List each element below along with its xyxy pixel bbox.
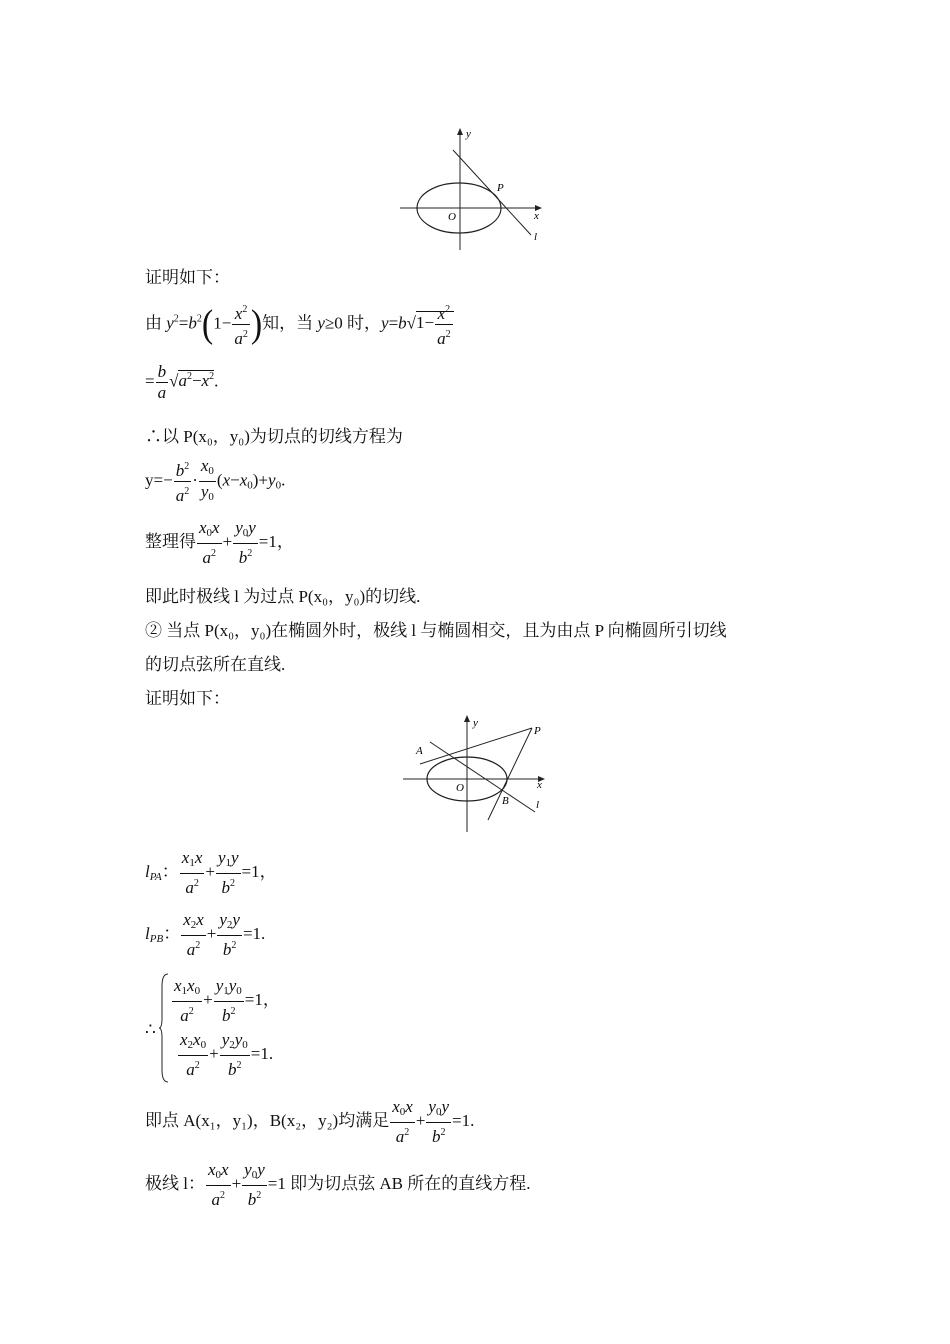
- equation-line-3: = $\frac{b}{a}$ $√a^2-x^2$.: [145, 362, 219, 402]
- l11-suffix: =1 即为切点弦 AB 所在的直线方程.: [267, 1173, 531, 1193]
- l6-prefix: 整理得: [145, 531, 196, 551]
- equation-line-6: 整理得 $\frac{x_0x}{a^2}$ + $\frac{y_0y}{b^2}$ =1，: [145, 518, 294, 567]
- left-brace: [159, 972, 169, 1084]
- equation-lpb: $l_{PB}$： $\frac{x_2x}{a^2}$ + $\frac{y_2y}{b^2}$ =1.: [145, 910, 266, 959]
- figure-chord-of-contact: [400, 712, 555, 837]
- label-l: l: [534, 231, 538, 243]
- sys1-suffix: =1，: [244, 989, 280, 1009]
- label-b: B: [502, 795, 509, 807]
- label-p: P: [534, 725, 541, 737]
- sys2-suffix: =1.: [250, 1043, 274, 1063]
- therefore-symbol: ∴: [145, 427, 162, 446]
- label-y: y: [473, 717, 478, 729]
- therefore-symbol-2: ∴: [145, 1020, 156, 1039]
- equation-line-5: y=− $\frac{b^2}{a^2}$ · $\frac{x_0}{y_0}$ $(x-x_0)+y_0$.: [145, 456, 286, 505]
- y-axis-arrow: [457, 128, 463, 135]
- text-line-8: ② 当点 P(x₀，y₀)在椭圆外时，极线 l 与椭圆相交，且为由点 P 向椭圆所引切线: [145, 621, 727, 640]
- system-eq-2: $\frac{x_2x_0}{a^2}$ + $\frac{y_2y_0}{b^2}$ =1.: [180, 1030, 274, 1079]
- lpb-suffix: =1.: [242, 923, 266, 943]
- equation-line-11: 极线 l： $\frac{x_0x}{a^2}$ + $\frac{y_0y}{b^2}$ =1 即为切点弦 AB 所在的直线方程.: [145, 1160, 531, 1209]
- l6-suffix: =1，: [258, 531, 294, 551]
- polar-line-l: [430, 742, 535, 812]
- tangent-line-l: [453, 150, 531, 235]
- label-o: O: [448, 211, 456, 223]
- label-x: x: [537, 779, 542, 791]
- l2-mid: 知，当: [262, 313, 318, 333]
- l10-suffix: =1.: [452, 1110, 475, 1130]
- l5-prefix: y=−: [145, 470, 173, 490]
- equation-line-2: 由 $y^2=b^2(1-$ $\frac{x^2}{a^2}$ )知，当 y≥0 时，y=b√1− $\frac{x^2}{a^2}$: [145, 300, 454, 349]
- proof-heading-2: 证明如下：: [145, 689, 230, 708]
- label-x: x: [534, 210, 539, 222]
- equation-lpa: $l_{PA}$： $\frac{x_1x}{a^2}$ + $\frac{y_1y}{b^2}$ =1，: [145, 848, 277, 897]
- equation-line-4: [145, 422, 403, 447]
- equation-line-10: 即点 A(x₁，y₁)，B(x₂，y₂)均满足 $\frac{x_0x}{a^2}$ + $\frac{y_0y}{b^2}$ =1.: [145, 1097, 475, 1146]
- l2-cond: ≥0 时，: [324, 313, 382, 333]
- l4-text: 以 P(x₀，y₀)为切点的切线方程为: [162, 427, 403, 446]
- label-l: l: [536, 799, 540, 811]
- l10-prefix: 即点 A(x₁，y₁)，B(x₂，y₂)均满足: [145, 1110, 390, 1130]
- label-o: O: [456, 782, 464, 794]
- system-eq-1: $\frac{x_1x_0}{a^2}$ + $\frac{y_1y_0}{b^2}$ =1，: [174, 976, 280, 1025]
- label-a: A: [416, 745, 423, 757]
- l2-prefix: 由: [145, 313, 167, 333]
- proof-heading-1: 证明如下：: [145, 268, 230, 287]
- lpa-suffix: =1，: [241, 861, 277, 881]
- l3-eq: =: [145, 371, 155, 391]
- label-p: P: [497, 182, 504, 194]
- label-y: y: [466, 128, 471, 140]
- figure-ellipse-tangent: [395, 125, 555, 255]
- text-line-7: 即此时极线 l 为过点 P(x₀，y₀)的切线.: [145, 587, 421, 606]
- text-line-9: 的切点弦所在直线.: [145, 655, 286, 674]
- l11-prefix: 极线 l：: [145, 1173, 205, 1193]
- y-axis-arrow: [464, 715, 470, 722]
